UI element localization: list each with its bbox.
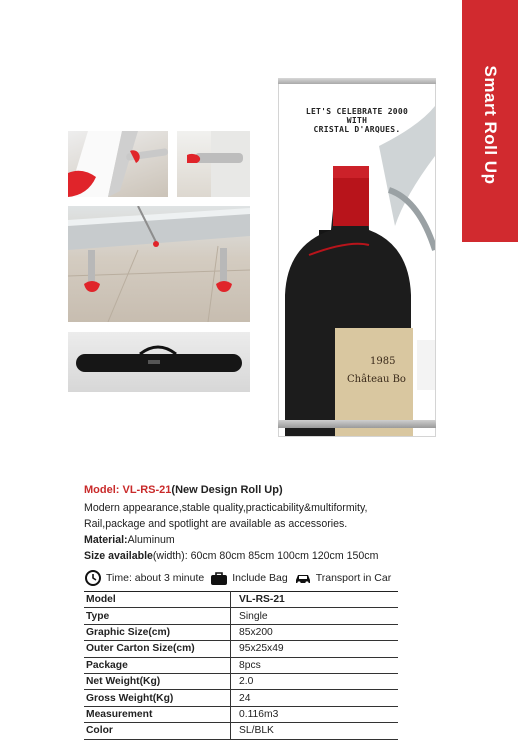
size-value: (width): 60cm 80cm 85cm 100cm 120cm 150cm (152, 550, 379, 562)
specs-table (84, 591, 398, 740)
spec-label: Net Weight(Kg) (84, 673, 231, 689)
material-label: Material: (84, 534, 128, 546)
spec-value: Single (231, 608, 399, 624)
description-line: Modern appearance,stable quality,practicability&multiformity, (84, 502, 368, 514)
spec-label: Outer Carton Size(cm) (84, 641, 231, 657)
table-row (84, 723, 398, 739)
banner-headline-line: WITH (346, 116, 368, 125)
spec-value: SL/BLK (231, 723, 399, 739)
car-icon (294, 570, 312, 586)
spec-label: Gross Weight(Kg) (84, 690, 231, 706)
table-row (84, 657, 398, 673)
side-tab (462, 0, 518, 242)
spec-label: Model (84, 592, 231, 608)
spec-label: Measurement (84, 706, 231, 722)
material-row (84, 532, 414, 548)
banner-headline-line: CRISTAL D'ARQUES. (313, 125, 401, 134)
side-tab-title: Smart Roll Up (481, 65, 500, 185)
table-row (84, 592, 398, 608)
table-row (84, 608, 398, 624)
material-value: Aluminum (127, 534, 175, 546)
description-line: Rail,package and spotlight are available as accessories. (84, 518, 348, 530)
spec-value: 85x200 (231, 624, 399, 640)
table-row (84, 706, 398, 722)
spec-value: 0.116m3 (231, 706, 399, 722)
feature-strip (84, 569, 391, 587)
table-row (84, 624, 398, 640)
photo-foot-detail (177, 131, 250, 197)
size-label: Size available (84, 550, 153, 562)
product-description (84, 500, 414, 564)
banner-label-name: Château Bo (347, 374, 406, 385)
feature-time: Time: about 3 minute (106, 572, 205, 584)
spec-value: 8pcs (231, 657, 399, 673)
banner-headline-line: LET'S CELEBRATE 2000 (305, 107, 409, 116)
spec-value: 2.0 (231, 673, 399, 689)
table-row (84, 673, 398, 689)
model-heading (84, 484, 283, 496)
spec-label: Type (84, 608, 231, 624)
banner-top-rail (278, 78, 436, 84)
spec-value: 95x25x49 (231, 641, 399, 657)
model-code: VL-RS-21 (122, 484, 172, 496)
bag-icon (210, 570, 228, 586)
banner-headline (279, 107, 435, 134)
clock-icon (84, 570, 102, 586)
table-row (84, 641, 398, 657)
feature-bag: Include Bag (232, 572, 288, 584)
table-row (84, 690, 398, 706)
model-label: Model: (84, 484, 123, 496)
photo-stand-feet (68, 206, 250, 322)
photo-base-corner (68, 131, 168, 197)
spec-label: Package (84, 657, 231, 673)
spec-value: VL-RS-21 (231, 592, 399, 608)
spec-label: Color (84, 723, 231, 739)
banner-label-year: 1985 (370, 356, 396, 367)
spec-value: 24 (231, 690, 399, 706)
feature-car: Transport in Car (315, 572, 392, 584)
model-suffix: (New Design Roll Up) (171, 484, 283, 496)
photo-carry-bag (68, 332, 250, 392)
size-row (84, 548, 414, 564)
spec-label: Graphic Size(cm) (84, 624, 231, 640)
banner-base (278, 420, 436, 428)
